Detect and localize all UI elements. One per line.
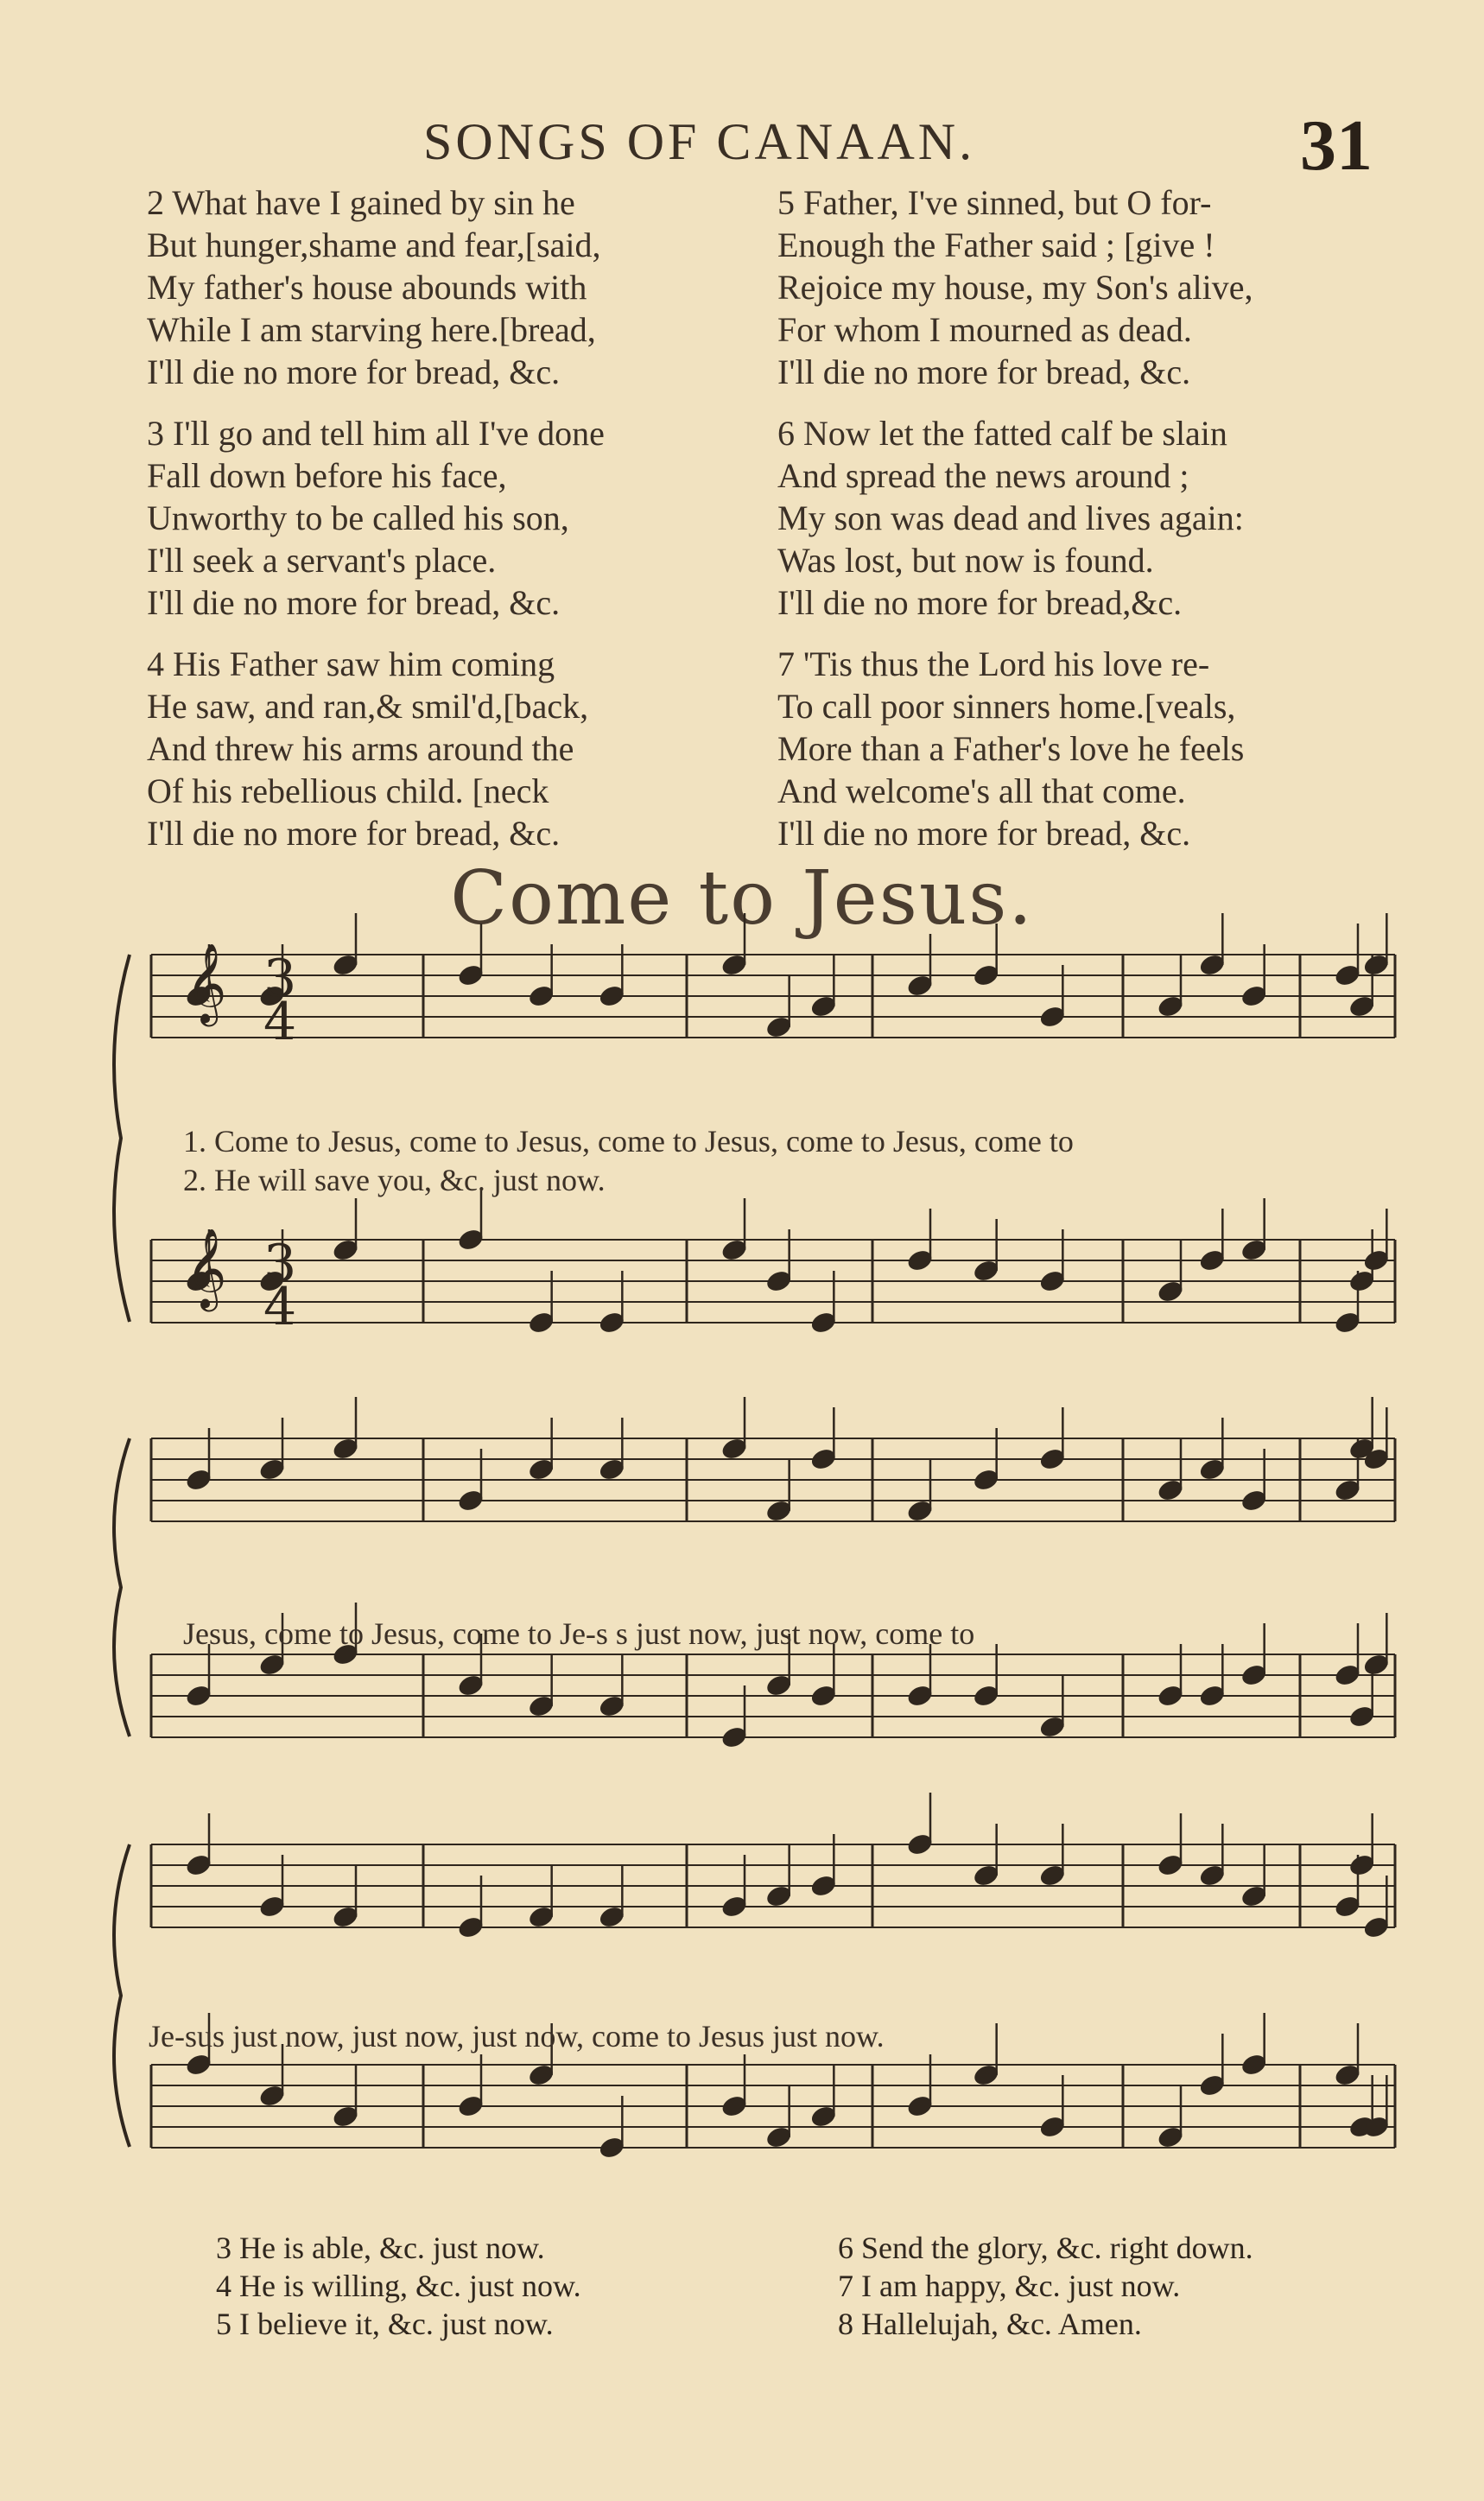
verse-line: Rejoice my house, my Son's alive, <box>777 268 1253 307</box>
verse-line: And threw his arms around the <box>147 729 574 768</box>
verse-line: 2 What have I gained by sin he <box>147 183 575 222</box>
verse-line: I'll die no more for bread, &c. <box>777 352 1191 391</box>
clef-icon: 𝄞 <box>186 943 227 1023</box>
verse-line: My son was dead and lives again: <box>777 498 1244 537</box>
verse-line: I'll die no more for bread, &c. <box>147 583 561 622</box>
verse-line: Fall down before his face, <box>147 456 507 495</box>
verse-line: 4 His Father saw him coming <box>147 644 555 683</box>
later-verse-line: 5 I believe it, &c. just now. <box>216 2307 554 2341</box>
verse-line: Was lost, but now is found. <box>777 541 1154 580</box>
later-verse-line: 4 He is willing, &c. just now. <box>216 2269 581 2303</box>
verse-line: To call poor sinners home.[veals, <box>777 687 1236 726</box>
verse-line: 5 Father, I've sinned, but O for- <box>777 183 1212 222</box>
verse-line: More than a Father's love he feels <box>777 729 1245 768</box>
later-verses-right <box>838 2229 1391 2343</box>
later-verse-line: 8 Hallelujah, &c. Amen. <box>838 2307 1142 2341</box>
later-verses-left <box>216 2229 769 2343</box>
later-verses <box>216 2229 1391 2343</box>
verse-line: I'll die no more for bread,&c. <box>777 583 1183 622</box>
lyric-line-1: 1. Come to Jesus, come to Jesus, come to Jesus, come to Jesus, come to <box>183 1124 1074 1158</box>
verse-line: For whom I mourned as dead. <box>777 310 1192 349</box>
verse-line: My father's house abounds with <box>147 268 587 307</box>
verse-line: I'll seek a servant's place. <box>147 541 497 580</box>
system-brace <box>114 1438 130 1736</box>
system-brace <box>114 955 130 1322</box>
later-verse-line: 7 I am happy, &c. just now. <box>838 2269 1181 2303</box>
verse-line: I'll die no more for bread, &c. <box>777 814 1191 853</box>
verse-line: Enough the Father said ; [give ! <box>777 225 1215 264</box>
verse-line: But hunger,shame and fear,[said, <box>147 225 601 264</box>
verse-line: And spread the news around ; <box>777 456 1189 495</box>
verse-line: Unworthy to be called his son, <box>147 498 569 537</box>
system-brace <box>114 1844 130 2147</box>
verse-line: 3 I'll go and tell him all I've done <box>147 414 605 453</box>
verse-line: I'll die no more for bread, &c. <box>147 352 561 391</box>
lyric-line-4: Je-sus just now, just now, just now, come to Jesus just now. <box>149 2019 885 2053</box>
verse-line: While I am starving here.[bread, <box>147 310 596 349</box>
verse-line: 6 Now let the fatted calf be slain <box>777 414 1227 453</box>
verse-line: And welcome's all that come. <box>777 771 1186 810</box>
later-verse-line: 6 Send the glory, &c. right down. <box>838 2231 1253 2265</box>
time-signature-top: 3 <box>263 949 297 1009</box>
time-signature-top: 3 <box>263 1234 297 1294</box>
verse-line: 7 'Tis thus the Lord his love re- <box>777 644 1210 683</box>
verse-line: Of his rebellious child. [neck <box>147 771 549 810</box>
hymn-title: Come to Jesus. <box>450 855 1034 942</box>
verse-line: He saw, and ran,& smil'd,[back, <box>147 687 589 726</box>
clef-icon: 𝄞 <box>186 1228 227 1308</box>
lyric-line-3: Jesus, come to Jesus, come to Je-s s just now, just now, come to <box>183 1616 975 1651</box>
running-title: SONGS OF CANAAN. <box>423 113 976 170</box>
verse-line: I'll die no more for bread, &c. <box>147 814 561 853</box>
time-signature-bottom: 4 <box>263 992 297 1052</box>
time-signature-bottom: 4 <box>263 1277 297 1337</box>
lyric-line-2: 2. He will save you, &c. just now. <box>183 1163 606 1197</box>
page-number: 31 <box>1300 105 1373 186</box>
later-verse-line: 3 He is able, &c. just now. <box>216 2231 545 2265</box>
